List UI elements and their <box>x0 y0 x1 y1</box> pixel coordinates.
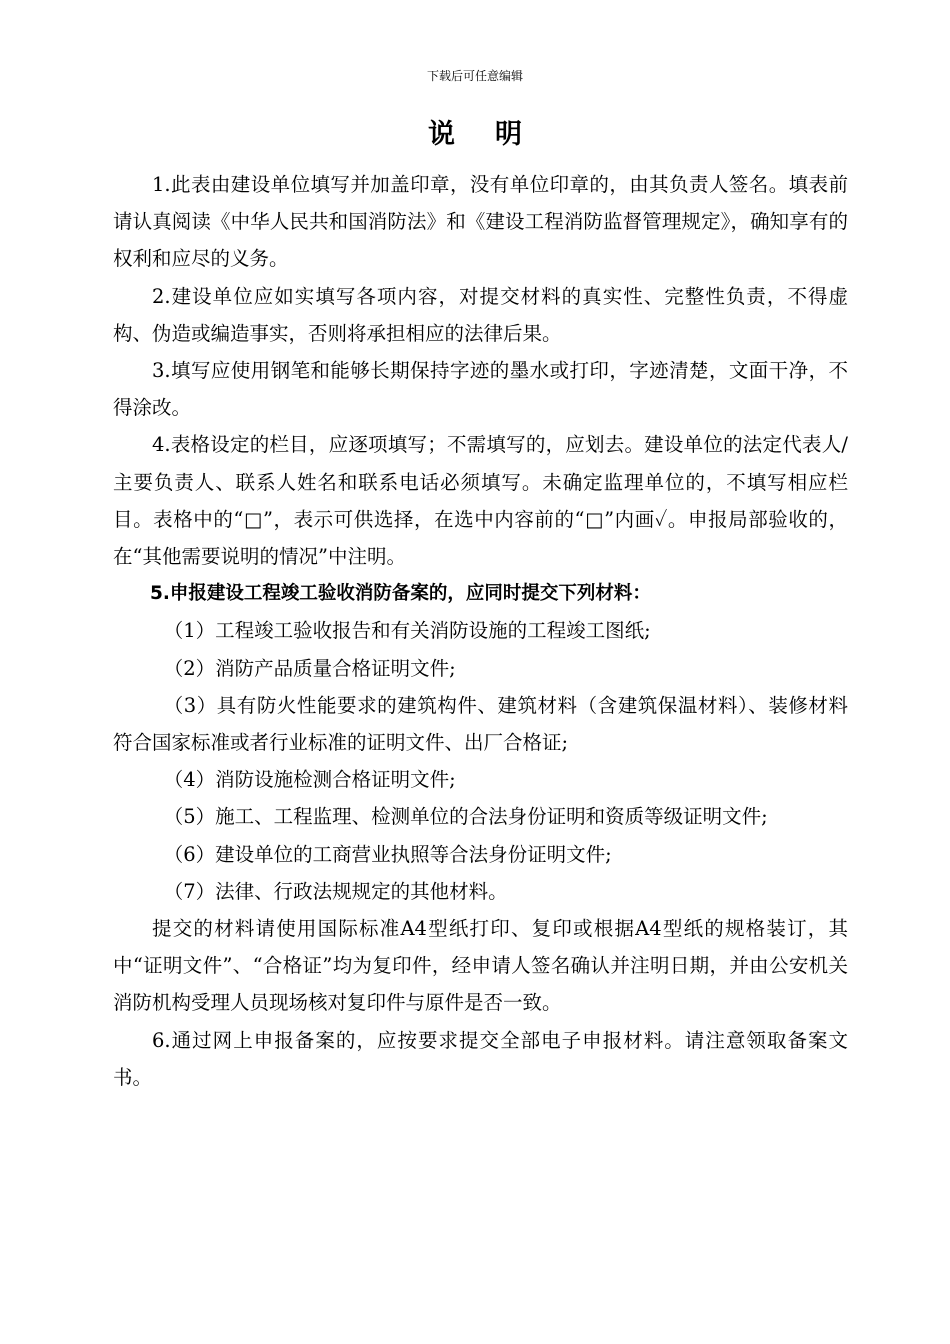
header-note: 下载后可任意编辑 <box>426 69 523 83</box>
submission-note: 提交的材料请使用国际标准A4型纸打印、复印或根据A4型纸的规格装订，其中“证明文件”、“合格证”均为复印件，经申请人签名确认并注明日期，并由公安机关消防机构受理人员现场核对复印件与原件是否一致。 <box>113 917 848 1015</box>
material-item-7: （7）法律、行政法规规定的其他材料。 <box>163 879 508 903</box>
instruction-item-2: 2.建设单位应如实填写各项内容，对提交材料的真实性、完整性负责，不得虚构、伪造或编造事实，否则将承担相应的法律后果。 <box>113 284 848 345</box>
instructions-body <box>113 166 848 1096</box>
material-item-2: （2）消防产品质量合格证明文件; <box>163 656 456 680</box>
material-item-6: （6）建设单位的工商营业执照等合法身份证明文件; <box>163 842 612 866</box>
material-item-4: （4）消防设施检测合格证明文件; <box>163 768 456 792</box>
instruction-item-6: 6.通过网上申报备案的，应按要求提交全部电子申报材料。请注意领取备案文书。 <box>113 1028 848 1089</box>
material-item-3: （3）具有防火性能要求的建筑构件、建筑材料（含建筑保温材料）、装修材料符合国家标准或者行业标准的证明文件、出厂合格证; <box>113 693 848 755</box>
instruction-item-1: 1.此表由建设单位填写并加盖印章，没有单位印章的，由其负责人签名。填表前请认真阅读《中华人民共和国消防法》和《建设工程消防监督管理规定》，确知享有的权利和应尽的义务。 <box>113 173 848 271</box>
instruction-item-4: 4.表格设定的栏目，应逐项填写；不需填写的，应划去。建设单位的法定代表人/主要负责人、联系人姓名和联系电话必须填写。未确定监理单位的，不填写相应栏目。表格中的“□”，表示可供选择，在选中内容前的“□”内画✓。申报局部验收的，在“其他需要说明的情况”中注明。 <box>113 433 848 569</box>
instruction-item-3: 3.填写应使用钢笔和能够长期保持字迹的墨水或打印，字迹清楚，文面干净，不得涂改。 <box>113 359 848 420</box>
material-item-1: （1）工程竣工验收报告和有关消防设施的工程竣工图纸; <box>163 619 651 643</box>
material-item-5: （5）施工、工程监理、检测单位的合法身份证明和资质等级证明文件; <box>163 805 768 829</box>
page-title: 说明 <box>428 119 562 150</box>
instruction-item-5-heading: 5.申报建设工程竣工验收消防备案的，应同时提交下列材料： <box>150 583 651 605</box>
